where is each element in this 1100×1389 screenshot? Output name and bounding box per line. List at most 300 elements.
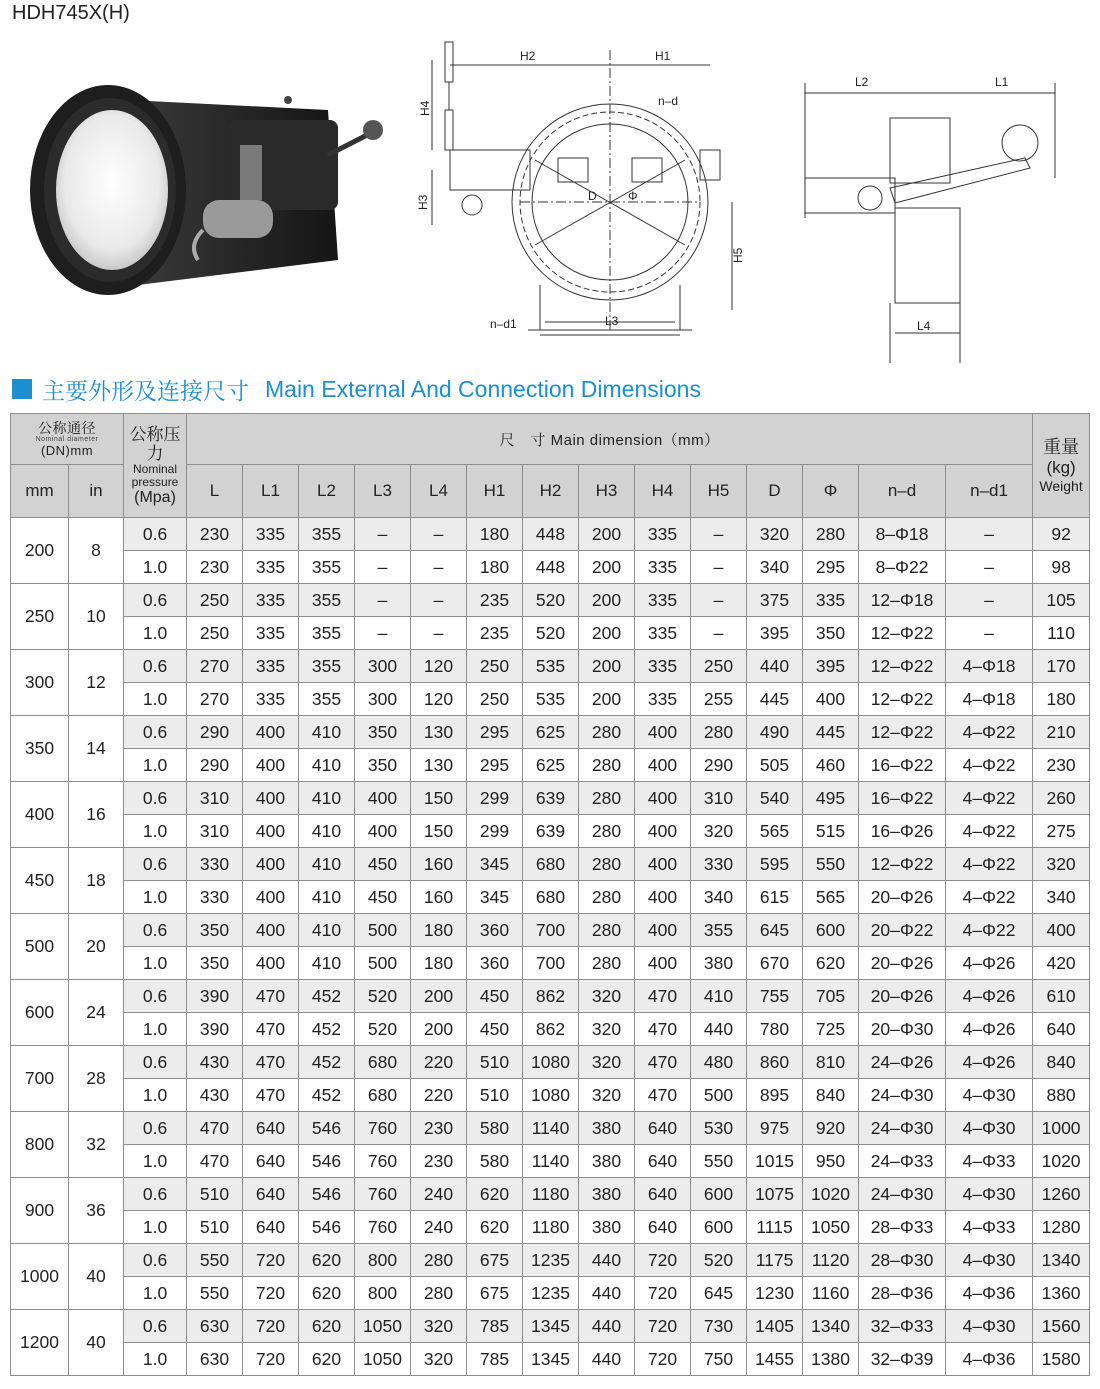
table-cell: 260	[1033, 782, 1090, 815]
table-cell: 400	[635, 815, 691, 848]
table-cell: 380	[579, 1145, 635, 1178]
table-cell: 4–Φ30	[946, 1079, 1033, 1112]
table-cell: 295	[467, 716, 523, 749]
table-cell: 450	[467, 1013, 523, 1046]
table-cell: 4–Φ22	[946, 914, 1033, 947]
table-cell: 0.6	[124, 518, 187, 551]
table-cell: 1345	[523, 1310, 579, 1343]
table-cell: 860	[747, 1046, 803, 1079]
table-cell: 4–Φ33	[946, 1211, 1033, 1244]
table-cell: 280	[803, 518, 859, 551]
table-cell: 1175	[747, 1244, 803, 1277]
cell-dn-mm: 800	[11, 1112, 69, 1178]
table-row	[11, 1277, 1090, 1310]
table-cell: 1.0	[124, 617, 187, 650]
table-cell: 1115	[747, 1211, 803, 1244]
cell-dn-in: 24	[69, 980, 124, 1046]
table-cell: 280	[579, 881, 635, 914]
table-cell: 335	[635, 584, 691, 617]
cell-dn-in: 36	[69, 1178, 124, 1244]
table-cell: –	[411, 584, 467, 617]
table-cell: 390	[187, 980, 243, 1013]
table-cell: 220	[411, 1079, 467, 1112]
table-cell: 1000	[1033, 1112, 1090, 1145]
table-cell: 12–Φ22	[859, 617, 946, 650]
table-row	[11, 1211, 1090, 1244]
cell-dn-in: 18	[69, 848, 124, 914]
table-cell: 230	[411, 1112, 467, 1145]
table-cell: –	[411, 551, 467, 584]
cell-dn-in: 40	[69, 1244, 124, 1310]
table-cell: 4–Φ22	[946, 815, 1033, 848]
table-cell: 28–Φ30	[859, 1244, 946, 1277]
table-cell: 800	[355, 1277, 411, 1310]
table-cell: 410	[299, 749, 355, 782]
header-main-dimension: 尺 寸 Main dimension（mm）	[187, 414, 1033, 465]
table-cell: 862	[523, 980, 579, 1013]
table-cell: 0.6	[124, 914, 187, 947]
table-cell: 270	[187, 683, 243, 716]
table-row	[11, 1343, 1090, 1376]
table-cell: 620	[299, 1244, 355, 1277]
table-cell: 330	[691, 848, 747, 881]
table-cell: 862	[523, 1013, 579, 1046]
table-row	[11, 881, 1090, 914]
table-cell: 400	[355, 815, 411, 848]
label-d: D	[588, 189, 597, 203]
table-row	[11, 650, 1090, 683]
table-cell: 355	[299, 551, 355, 584]
table-row	[11, 782, 1090, 815]
table-cell: 410	[299, 881, 355, 914]
table-row	[11, 617, 1090, 650]
table-cell: 28–Φ33	[859, 1211, 946, 1244]
table-cell: 400	[635, 782, 691, 815]
table-cell: 345	[467, 848, 523, 881]
table-cell: 520	[691, 1244, 747, 1277]
table-cell: 1120	[803, 1244, 859, 1277]
cell-dn-mm: 450	[11, 848, 69, 914]
table-cell: 520	[355, 980, 411, 1013]
table-cell: 355	[299, 584, 355, 617]
table-row	[11, 815, 1090, 848]
table-row	[11, 848, 1090, 881]
cell-dn-in: 16	[69, 782, 124, 848]
table-cell: 510	[187, 1211, 243, 1244]
table-cell: 645	[691, 1277, 747, 1310]
table-cell: 720	[243, 1343, 299, 1376]
table-cell: 470	[635, 1079, 691, 1112]
header-dim-col: n–d1	[946, 465, 1033, 518]
table-cell: 335	[635, 683, 691, 716]
table-cell: 8–Φ22	[859, 551, 946, 584]
table-cell: 1360	[1033, 1277, 1090, 1310]
table-cell: 440	[579, 1343, 635, 1376]
table-cell: 680	[355, 1046, 411, 1079]
table-cell: 400	[635, 716, 691, 749]
table-row	[11, 1112, 1090, 1145]
label-h4: H4	[418, 100, 432, 116]
table-cell: 640	[635, 1112, 691, 1145]
table-cell: 330	[187, 881, 243, 914]
table-cell: 645	[747, 914, 803, 947]
table-cell: 680	[523, 848, 579, 881]
table-cell: 250	[691, 650, 747, 683]
table-cell: 1455	[747, 1343, 803, 1376]
table-cell: 20–Φ22	[859, 914, 946, 947]
table-cell: 452	[299, 980, 355, 1013]
table-cell: 535	[523, 683, 579, 716]
table-row	[11, 980, 1090, 1013]
table-cell: 299	[467, 782, 523, 815]
table-cell: 565	[747, 815, 803, 848]
table-cell: 4–Φ26	[946, 947, 1033, 980]
header-dim-col: H2	[523, 465, 579, 518]
table-cell: 470	[243, 1013, 299, 1046]
table-cell: 448	[523, 551, 579, 584]
table-cell: 350	[355, 716, 411, 749]
header-nominal-pressure: 公称压力 Nominal pressure (Mpa)	[124, 414, 187, 518]
table-cell: 720	[635, 1310, 691, 1343]
table-row	[11, 716, 1090, 749]
section-marker	[12, 379, 32, 399]
table-cell: 720	[243, 1277, 299, 1310]
table-cell: 240	[411, 1211, 467, 1244]
table-cell: 24–Φ30	[859, 1079, 946, 1112]
table-cell: 400	[243, 815, 299, 848]
table-cell: 230	[187, 518, 243, 551]
header-in: in	[69, 465, 124, 518]
table-cell: 720	[635, 1277, 691, 1310]
table-cell: 420	[1033, 947, 1090, 980]
table-cell: –	[355, 584, 411, 617]
table-cell: 625	[523, 716, 579, 749]
table-cell: 400	[635, 881, 691, 914]
header-dim-col: D	[747, 465, 803, 518]
table-cell: 1140	[523, 1145, 579, 1178]
table-cell: 1.0	[124, 1145, 187, 1178]
table-cell: 440	[747, 650, 803, 683]
cell-dn-mm: 600	[11, 980, 69, 1046]
table-cell: 500	[355, 914, 411, 947]
table-cell: 299	[467, 815, 523, 848]
table-cell: 840	[1033, 1046, 1090, 1079]
table-cell: 920	[803, 1112, 859, 1145]
table-cell: 760	[355, 1112, 411, 1145]
table-cell: 350	[803, 617, 859, 650]
table-cell: 639	[523, 815, 579, 848]
table-cell: 335	[243, 617, 299, 650]
table-cell: 235	[467, 584, 523, 617]
table-cell: 210	[1033, 716, 1090, 749]
table-cell: 680	[523, 881, 579, 914]
table-cell: –	[946, 617, 1033, 650]
table-cell: 445	[747, 683, 803, 716]
table-cell: 1280	[1033, 1211, 1090, 1244]
table-cell: –	[691, 617, 747, 650]
table-cell: 550	[803, 848, 859, 881]
table-cell: 280	[691, 716, 747, 749]
table-cell: 335	[243, 518, 299, 551]
table-cell: 335	[635, 551, 691, 584]
table-cell: 290	[691, 749, 747, 782]
table-cell: 640	[635, 1145, 691, 1178]
table-cell: 180	[1033, 683, 1090, 716]
table-cell: 340	[747, 551, 803, 584]
table-cell: 410	[299, 914, 355, 947]
table-cell: 280	[579, 716, 635, 749]
table-cell: 4–Φ30	[946, 1112, 1033, 1145]
table-cell: 1020	[803, 1178, 859, 1211]
table-cell: 760	[355, 1145, 411, 1178]
table-cell: 880	[1033, 1079, 1090, 1112]
table-cell: 200	[411, 1013, 467, 1046]
table-cell: 720	[243, 1310, 299, 1343]
table-cell: 410	[691, 980, 747, 1013]
table-cell: 32–Φ33	[859, 1310, 946, 1343]
table-cell: 595	[747, 848, 803, 881]
table-cell: 280	[579, 782, 635, 815]
table-cell: 20–Φ30	[859, 1013, 946, 1046]
table-cell: 480	[691, 1046, 747, 1079]
table-cell: 450	[467, 980, 523, 1013]
table-cell: 330	[187, 848, 243, 881]
table-cell: 400	[803, 683, 859, 716]
table-cell: 335	[243, 683, 299, 716]
table-cell: 4–Φ36	[946, 1277, 1033, 1310]
table-cell: 0.6	[124, 980, 187, 1013]
table-cell: 355	[299, 518, 355, 551]
label-h5: H5	[731, 247, 745, 263]
table-cell: 1015	[747, 1145, 803, 1178]
table-cell: 1.0	[124, 1277, 187, 1310]
table-cell: 12–Φ22	[859, 683, 946, 716]
table-cell: 750	[691, 1343, 747, 1376]
table-cell: 240	[411, 1178, 467, 1211]
table-cell: 490	[747, 716, 803, 749]
label-h2: H2	[520, 49, 536, 63]
table-cell: 24–Φ26	[859, 1046, 946, 1079]
table-cell: 780	[747, 1013, 803, 1046]
table-cell: 4–Φ22	[946, 782, 1033, 815]
table-cell: 24–Φ33	[859, 1145, 946, 1178]
table-cell: 448	[523, 518, 579, 551]
header-dim-col: L4	[411, 465, 467, 518]
table-cell: 335	[635, 617, 691, 650]
header-dim-col: L1	[243, 465, 299, 518]
table-cell: 200	[579, 617, 635, 650]
table-cell: 250	[187, 584, 243, 617]
table-cell: 98	[1033, 551, 1090, 584]
table-cell: 230	[187, 551, 243, 584]
table-cell: 320	[691, 815, 747, 848]
table-cell: 1580	[1033, 1343, 1090, 1376]
table-cell: 160	[411, 848, 467, 881]
table-cell: 470	[243, 1079, 299, 1112]
table-cell: 180	[411, 914, 467, 947]
table-cell: 120	[411, 650, 467, 683]
table-cell: 600	[803, 914, 859, 947]
table-cell: 170	[1033, 650, 1090, 683]
table-cell: 510	[467, 1079, 523, 1112]
table-cell: 760	[355, 1178, 411, 1211]
table-cell: 28–Φ36	[859, 1277, 946, 1310]
table-cell: 800	[355, 1244, 411, 1277]
table-cell: 580	[467, 1112, 523, 1145]
table-cell: 410	[299, 716, 355, 749]
cell-dn-mm: 200	[11, 518, 69, 584]
table-cell: 400	[243, 881, 299, 914]
table-cell: 16–Φ26	[859, 815, 946, 848]
table-cell: 4–Φ30	[946, 1244, 1033, 1277]
table-cell: 640	[635, 1211, 691, 1244]
dimension-table-body	[11, 518, 1090, 1376]
table-cell: 1345	[523, 1343, 579, 1376]
cell-dn-mm: 250	[11, 584, 69, 650]
table-cell: 395	[803, 650, 859, 683]
table-cell: 495	[803, 782, 859, 815]
table-cell: 300	[355, 683, 411, 716]
table-cell: 280	[579, 914, 635, 947]
table-cell: 1.0	[124, 947, 187, 980]
table-row	[11, 1079, 1090, 1112]
table-cell: 640	[243, 1112, 299, 1145]
label-nd: n–d	[658, 94, 679, 108]
table-cell: 720	[635, 1244, 691, 1277]
table-cell: 4–Φ26	[946, 1013, 1033, 1046]
table-row	[11, 584, 1090, 617]
table-cell: 640	[1033, 1013, 1090, 1046]
table-cell: 250	[187, 617, 243, 650]
table-cell: 320	[1033, 848, 1090, 881]
table-cell: 0.6	[124, 1112, 187, 1145]
table-cell: 180	[411, 947, 467, 980]
table-cell: 390	[187, 1013, 243, 1046]
table-cell: 1235	[523, 1244, 579, 1277]
table-cell: 450	[355, 881, 411, 914]
table-cell: 452	[299, 1079, 355, 1112]
table-cell: 255	[691, 683, 747, 716]
table-row	[11, 518, 1090, 551]
table-cell: 150	[411, 782, 467, 815]
table-cell: 639	[523, 782, 579, 815]
table-cell: 530	[691, 1112, 747, 1145]
table-cell: 500	[691, 1079, 747, 1112]
table-cell: 150	[411, 815, 467, 848]
cell-dn-mm: 1000	[11, 1244, 69, 1310]
cell-dn-in: 40	[69, 1310, 124, 1376]
table-cell: 760	[355, 1211, 411, 1244]
table-cell: 4–Φ22	[946, 881, 1033, 914]
table-cell: 360	[467, 914, 523, 947]
header-dim-col: H3	[579, 465, 635, 518]
table-cell: 705	[803, 980, 859, 1013]
section-heading	[12, 372, 701, 406]
table-cell: 395	[747, 617, 803, 650]
table-row	[11, 1013, 1090, 1046]
table-cell: 620	[467, 1211, 523, 1244]
table-cell: 12–Φ22	[859, 716, 946, 749]
table-cell: 375	[747, 584, 803, 617]
table-cell: 600	[691, 1178, 747, 1211]
table-cell: –	[691, 551, 747, 584]
cell-dn-in: 12	[69, 650, 124, 716]
table-cell: 130	[411, 716, 467, 749]
table-cell: 250	[467, 650, 523, 683]
table-cell: 12–Φ18	[859, 584, 946, 617]
table-cell: –	[411, 617, 467, 650]
table-cell: 335	[635, 518, 691, 551]
table-cell: –	[691, 584, 747, 617]
header-dim-col: H1	[467, 465, 523, 518]
table-cell: 520	[355, 1013, 411, 1046]
cell-dn-in: 14	[69, 716, 124, 782]
table-cell: 520	[523, 584, 579, 617]
table-cell: 200	[579, 584, 635, 617]
table-cell: 32–Φ39	[859, 1343, 946, 1376]
table-cell: 550	[691, 1145, 747, 1178]
header-mm: mm	[11, 465, 69, 518]
table-cell: 430	[187, 1046, 243, 1079]
table-cell: 310	[187, 815, 243, 848]
table-cell: 280	[579, 848, 635, 881]
cell-dn-mm: 1200	[11, 1310, 69, 1376]
front-view-drawing	[410, 30, 755, 350]
header-dim-col: L3	[355, 465, 411, 518]
table-cell: 1020	[1033, 1145, 1090, 1178]
table-cell: 355	[299, 617, 355, 650]
cell-dn-mm: 400	[11, 782, 69, 848]
label-h3: H3	[416, 194, 430, 210]
cell-dn-in: 32	[69, 1112, 124, 1178]
table-cell: 320	[579, 1046, 635, 1079]
table-cell: 500	[355, 947, 411, 980]
table-cell: 630	[187, 1310, 243, 1343]
table-cell: 1.0	[124, 1013, 187, 1046]
table-cell: 180	[467, 518, 523, 551]
table-cell: 0.6	[124, 782, 187, 815]
table-cell: 0.6	[124, 848, 187, 881]
cell-dn-mm: 300	[11, 650, 69, 716]
table-cell: 4–Φ26	[946, 1046, 1033, 1079]
table-cell: 400	[243, 848, 299, 881]
table-cell: 335	[803, 584, 859, 617]
table-cell: 675	[467, 1277, 523, 1310]
table-cell: 130	[411, 749, 467, 782]
cell-dn-mm: 700	[11, 1046, 69, 1112]
table-cell: 975	[747, 1112, 803, 1145]
header-dim-col: n–d	[859, 465, 946, 518]
table-cell: 335	[243, 650, 299, 683]
table-cell: 230	[411, 1145, 467, 1178]
table-row	[11, 947, 1090, 980]
table-row	[11, 1178, 1090, 1211]
table-cell: 620	[467, 1178, 523, 1211]
table-cell: 0.6	[124, 650, 187, 683]
table-cell: 380	[579, 1178, 635, 1211]
table-cell: 550	[187, 1244, 243, 1277]
table-cell: 950	[803, 1145, 859, 1178]
table-cell: 400	[355, 782, 411, 815]
table-cell: 400	[635, 749, 691, 782]
table-cell: 610	[1033, 980, 1090, 1013]
label-l1: L1	[995, 75, 1009, 89]
table-cell: 280	[579, 749, 635, 782]
table-cell: 470	[187, 1145, 243, 1178]
cell-dn-in: 10	[69, 584, 124, 650]
table-cell: 785	[467, 1310, 523, 1343]
table-cell: 16–Φ22	[859, 782, 946, 815]
